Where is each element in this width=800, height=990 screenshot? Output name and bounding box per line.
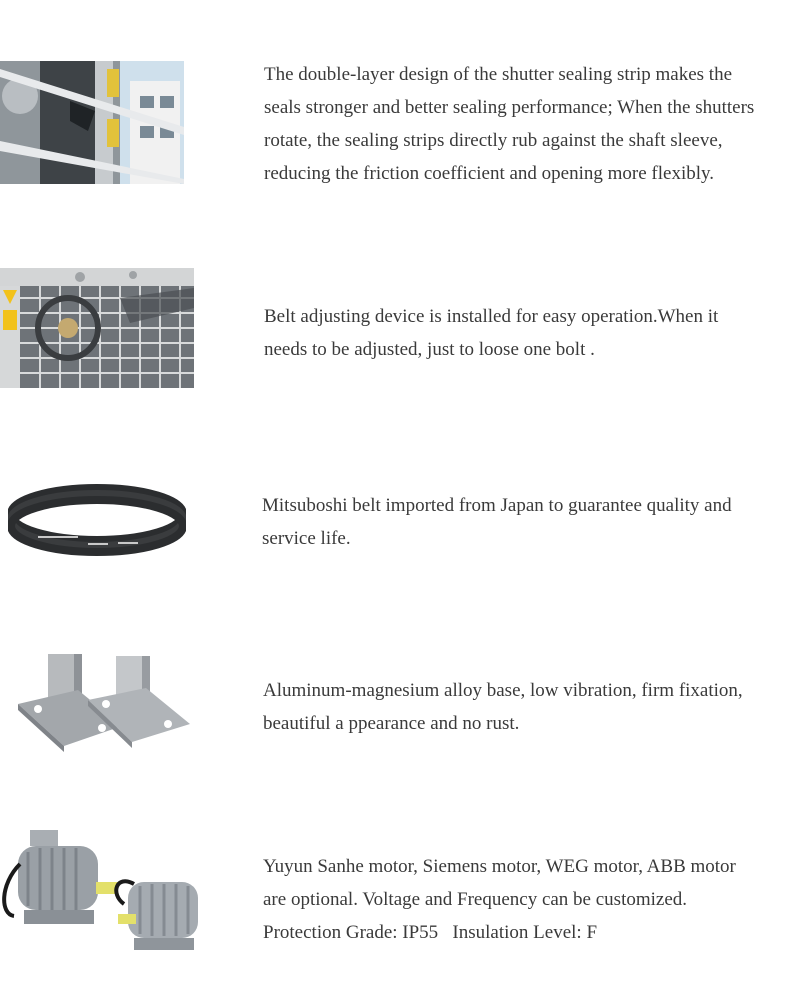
text-line: service life. <box>262 528 351 549</box>
text-line: Protection Grade: IP55 Insulation Level: F <box>263 922 598 943</box>
mitsuboshi-belt-image <box>8 480 186 560</box>
text-line: rotate, the sealing strips directly rub against the shaft sleeve, <box>264 130 723 151</box>
shutter-sealing-strip-description <box>264 58 794 190</box>
alloy-base-image <box>18 654 192 758</box>
text-line: Yuyun Sanhe motor, Siemens motor, WEG motor, ABB motor <box>263 856 736 877</box>
text-line: beautiful a ppearance and no rust. <box>263 713 520 734</box>
motors-image <box>0 824 212 960</box>
shutter-sealing-strip-image <box>0 61 184 184</box>
text-line: Aluminum-magnesium alloy base, low vibration, firm fixation, <box>263 680 743 701</box>
text-line: needs to be adjusted, just to loose one bolt . <box>264 339 595 360</box>
motors-description <box>263 850 798 949</box>
text-line: seals stronger and better sealing performance; When the shutters <box>264 97 755 118</box>
belt-adjusting-device-description <box>264 300 794 366</box>
alloy-base-description <box>263 674 793 740</box>
text-line: Belt adjusting device is installed for easy operation.When it <box>264 306 719 327</box>
belt-adjusting-device-image <box>0 268 194 388</box>
text-line: are optional. Voltage and Frequency can be customized. <box>263 889 688 910</box>
text-line: The double-layer design of the shutter sealing strip makes the <box>264 64 733 85</box>
text-line: reducing the friction coefficient and opening more flexibly. <box>264 163 715 184</box>
mitsuboshi-belt-description <box>262 489 792 555</box>
text-line: Mitsuboshi belt imported from Japan to guarantee quality and <box>262 495 732 516</box>
